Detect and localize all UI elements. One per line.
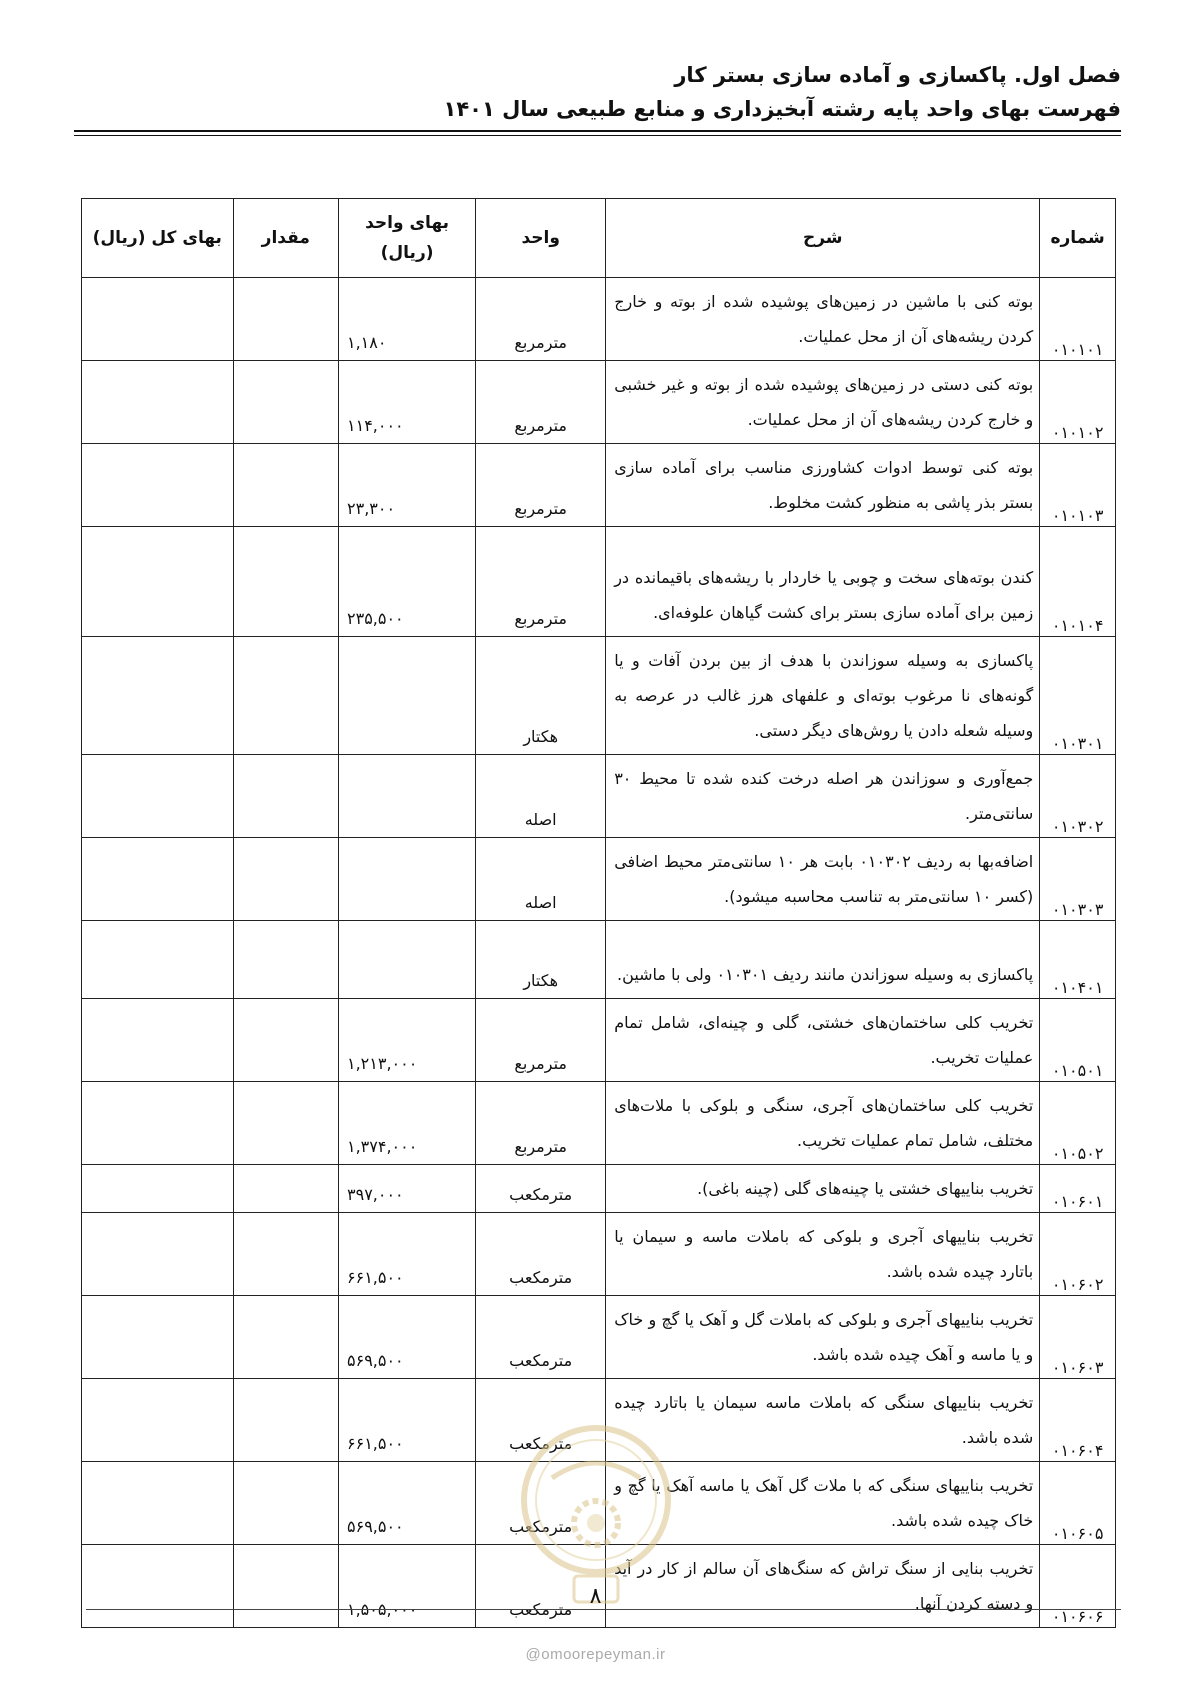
row-code: ۰۱۰۶۰۱: [1040, 1165, 1116, 1213]
col-header-unit-price: [339, 199, 476, 278]
table-row: [82, 1082, 1116, 1165]
list-title: فهرست بهای واحد پایه رشته آبخیزداری و منابع طبیعی سال ۱۴۰۱: [443, 97, 1121, 121]
row-unit-price: [339, 921, 476, 999]
row-total-price: [82, 755, 234, 838]
table-row: [82, 527, 1116, 637]
row-description: تخریب کلی ساختمان‌های خشتی، گلی و چینه‌ای، شامل تمام عملیات تخریب.: [606, 999, 1040, 1082]
row-quantity: [233, 999, 338, 1082]
row-unit: مترمکعب: [476, 1165, 606, 1213]
row-code: ۰۱۰۶۰۶: [1040, 1545, 1116, 1628]
website-watermark: @omoorepeyman.ir: [525, 1646, 666, 1663]
row-unit-price: ۱,۱۸۰: [339, 278, 476, 361]
row-total-price: [82, 444, 234, 527]
row-code: ۰۱۰۱۰۳: [1040, 444, 1116, 527]
row-code: ۰۱۰۶۰۳: [1040, 1296, 1116, 1379]
row-quantity: [233, 1213, 338, 1296]
row-total-price: [82, 1462, 234, 1545]
row-code: ۰۱۰۵۰۲: [1040, 1082, 1116, 1165]
table-row: [82, 361, 1116, 444]
row-unit: اصله: [476, 838, 606, 921]
row-unit: مترمکعب: [476, 1296, 606, 1379]
col-header-description: شرح: [606, 199, 1040, 278]
row-quantity: [233, 361, 338, 444]
row-unit: هکتار: [476, 637, 606, 755]
table-row: [82, 637, 1116, 755]
row-description: اضافه‌بها به ردیف ۰۱۰۳۰۲ بابت هر ۱۰ سانتی‌متر محیط اضافی (کسر ۱۰ سانتی‌متر به تناسب محاسبه میشود).: [606, 838, 1040, 921]
row-total-price: [82, 278, 234, 361]
row-unit: مترمکعب: [476, 1213, 606, 1296]
row-description: پاکسازی به وسیله سوزاندن با هدف از بین بردن آفات و یا گونه‌های نا مرغوب بوته‌ای و علفهای هرز غالب در عرصه به وسیله شعله دادن یا روش‌های دیگر دستی.: [606, 637, 1040, 755]
row-total-price: [82, 921, 234, 999]
row-unit-price: ۵۶۹,۵۰۰: [339, 1296, 476, 1379]
row-total-price: [82, 527, 234, 637]
row-unit-price: [339, 838, 476, 921]
row-description: تخریب بناییهای سنگی که با ملات گل آهک یا ماسه آهک یا گچ و خاک چیده شده باشد.: [606, 1462, 1040, 1545]
row-unit-price: [339, 755, 476, 838]
row-unit-price: [339, 637, 476, 755]
row-unit-price: ۱,۵۰۵,۰۰۰: [339, 1545, 476, 1628]
row-code: ۰۱۰۱۰۱: [1040, 278, 1116, 361]
publisher-seal-watermark: [512, 1418, 680, 1608]
row-unit-price: ۵۶۹,۵۰۰: [339, 1462, 476, 1545]
row-unit: مترمربع: [476, 999, 606, 1082]
table-row: [82, 755, 1116, 838]
table-row: [82, 999, 1116, 1082]
row-quantity: [233, 921, 338, 999]
row-unit-price: ۳۹۷,۰۰۰: [339, 1165, 476, 1213]
row-unit-price: ۱۱۴,۰۰۰: [339, 361, 476, 444]
row-total-price: [82, 1213, 234, 1296]
row-quantity: [233, 838, 338, 921]
footer-rule: [86, 1609, 1121, 1610]
row-unit: مترمربع: [476, 527, 606, 637]
row-total-price: [82, 1379, 234, 1462]
row-unit-price: ۱,۲۱۳,۰۰۰: [339, 999, 476, 1082]
row-quantity: [233, 527, 338, 637]
row-unit-price: ۶۶۱,۵۰۰: [339, 1379, 476, 1462]
row-unit: اصله: [476, 755, 606, 838]
row-code: ۰۱۰۶۰۴: [1040, 1379, 1116, 1462]
price-list-table: [81, 198, 1116, 1628]
row-quantity: [233, 1082, 338, 1165]
row-quantity: [233, 1296, 338, 1379]
row-code: ۰۱۰۱۰۲: [1040, 361, 1116, 444]
row-description: تخریب بناییهای آجری و بلوکی که باملات ماسه و سیمان یا باتارد چیده شده باشد.: [606, 1213, 1040, 1296]
row-unit: مترمکعب: [476, 1379, 606, 1462]
row-unit: مترمربع: [476, 1082, 606, 1165]
row-unit-price: ۲۳,۳۰۰: [339, 444, 476, 527]
row-total-price: [82, 1082, 234, 1165]
row-total-price: [82, 637, 234, 755]
row-description: بوته کنی دستی در زمین‌های پوشیده شده از بوته و غیر خشبی و خارج کردن ریشه‌های آن از محل عملیات.: [606, 361, 1040, 444]
row-quantity: [233, 637, 338, 755]
table-row: [82, 1165, 1116, 1213]
row-code: ۰۱۰۳۰۲: [1040, 755, 1116, 838]
row-code: ۰۱۰۳۰۱: [1040, 637, 1116, 755]
row-unit: هکتار: [476, 921, 606, 999]
row-quantity: [233, 755, 338, 838]
col-header-total-price: بهای کل (ریال): [82, 199, 234, 278]
row-total-price: [82, 1165, 234, 1213]
row-code: ۰۱۰۵۰۱: [1040, 999, 1116, 1082]
row-code: ۰۱۰۱۰۴: [1040, 527, 1116, 637]
col-header-code: شماره: [1040, 199, 1116, 278]
chapter-title: فصل اول. پاکسازی و آماده سازی بستر کار: [674, 63, 1121, 87]
row-description: تخریب بناییهای آجری و بلوکی که باملات گل و آهک یا گچ و خاک و یا ماسه و آهک چیده شده باشد.: [606, 1296, 1040, 1379]
row-unit: مترمربع: [476, 361, 606, 444]
row-description: تخریب بناییهای خشتی یا چینه‌های گلی (چینه باغی).: [606, 1165, 1040, 1213]
unit-price-label: بهای واحد: [365, 213, 450, 233]
row-code: ۰۱۰۴۰۱: [1040, 921, 1116, 999]
col-header-unit: واحد: [476, 199, 606, 278]
page-header: [71, 58, 1121, 126]
row-quantity: [233, 1165, 338, 1213]
row-total-price: [82, 999, 234, 1082]
row-total-price: [82, 361, 234, 444]
row-quantity: [233, 1379, 338, 1462]
row-code: ۰۱۰۶۰۵: [1040, 1462, 1116, 1545]
col-header-quantity: مقدار: [233, 199, 338, 278]
table-row: [82, 1296, 1116, 1379]
row-quantity: [233, 1462, 338, 1545]
table-row: [82, 278, 1116, 361]
row-description: تخریب بنایی از سنگ تراش که سنگ‌های آن سالم از کار در آید و دسته کردن آنها.: [606, 1545, 1040, 1628]
table-row: [82, 921, 1116, 999]
unit-price-currency: (ریال): [380, 243, 434, 263]
row-description: بوته کنی توسط ادوات کشاورزی مناسب برای آماده سازی بستر بذر پاشی به منظور کشت مخلوط.: [606, 444, 1040, 527]
row-description: جمع‌آوری و سوزاندن هر اصله درخت کنده شده تا محیط ۳۰ سانتی‌متر.: [606, 755, 1040, 838]
row-code: ۰۱۰۶۰۲: [1040, 1213, 1116, 1296]
row-code: ۰۱۰۳۰۳: [1040, 838, 1116, 921]
row-unit: مترمربع: [476, 278, 606, 361]
row-unit-price: ۶۶۱,۵۰۰: [339, 1213, 476, 1296]
table-header-row: [82, 199, 1116, 278]
row-description: کندن بوته‌های سخت و چوبی یا خاردار با ریشه‌های باقیمانده در زمین برای آماده سازی بستر برای کشت گیاهان علوفه‌ای.: [606, 527, 1040, 637]
row-description: بوته کنی با ماشین در زمین‌های پوشیده شده از بوته و خارج کردن ریشه‌های آن از محل عملیات.: [606, 278, 1040, 361]
table-row: [82, 838, 1116, 921]
row-unit: مترمکعب: [476, 1462, 606, 1545]
row-unit: مترمکعب: [476, 1545, 606, 1628]
row-quantity: [233, 444, 338, 527]
row-unit-price: ۲۳۵,۵۰۰: [339, 527, 476, 637]
row-description: تخریب کلی ساختمان‌های آجری، سنگی و بلوکی با ملات‌های مختلف، شامل تمام عملیات تخریب.: [606, 1082, 1040, 1165]
row-description: پاکسازی به وسیله سوزاندن مانند ردیف ۰۱۰۳۰۱ ولی با ماشین.: [606, 921, 1040, 999]
header-rule-thin: [74, 135, 1121, 136]
row-total-price: [82, 1296, 234, 1379]
row-unit: مترمربع: [476, 444, 606, 527]
page-number: ۸: [589, 1584, 602, 1609]
row-total-price: [82, 838, 234, 921]
row-quantity: [233, 278, 338, 361]
table-row: [82, 444, 1116, 527]
row-description: تخریب بناییهای سنگی که باملات ماسه سیمان یا باتارد چیده شده باشد.: [606, 1379, 1040, 1462]
table-row: [82, 1213, 1116, 1296]
row-unit-price: ۱,۳۷۴,۰۰۰: [339, 1082, 476, 1165]
header-rule-thick: [74, 130, 1121, 132]
